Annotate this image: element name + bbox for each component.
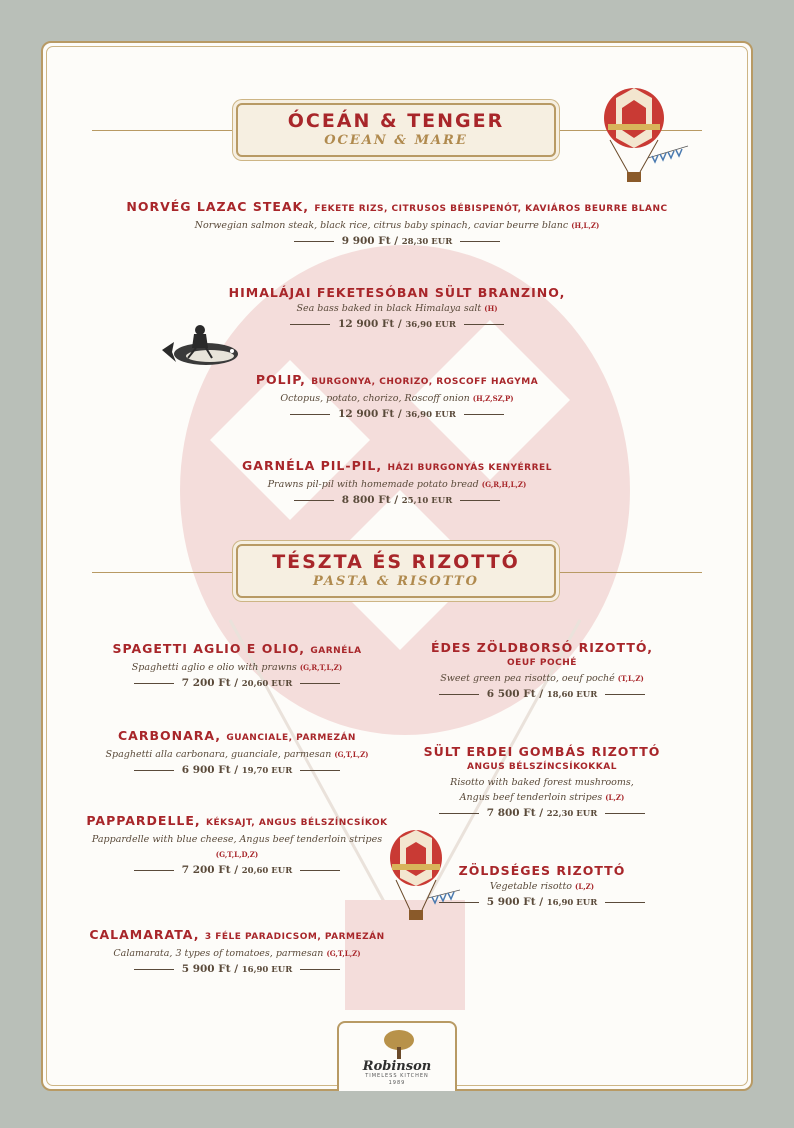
menu-item [100,371,694,420]
section-subtitle: PASTA & RISOTTO [313,574,479,589]
dish-description: Spaghetti aglio e olio with prawns [131,662,297,673]
restaurant-logo [337,1021,457,1091]
menu-item [82,727,392,776]
dish-name: GARNÉLA PIL-PIL, [242,458,383,473]
section-title: TÉSZTA ÉS RIZOTTÓ [272,551,520,573]
dish-description: Calamarata, 3 types of tomatoes, parmesan [113,948,324,959]
section-header-pasta [236,544,556,598]
price-huf: 5 900 Ft / [181,963,239,975]
price-huf: 5 900 Ft / [486,896,544,908]
menu-item [100,198,694,247]
allergen-codes: (G,T,L,Z) [326,949,361,958]
hot-air-balloon-illustration [600,88,690,188]
allergen-codes: (H,L,Z) [571,221,600,230]
dish-name: HIMALÁJAI FEKETESÓBAN SÜLT BRANZINO, [228,285,566,300]
section-header-ocean [236,103,556,157]
dish-description: Risotto with baked forest mushrooms, [450,777,634,788]
dish-name: SPAGETTI AGLIO E OLIO, [112,641,306,656]
dish-garnish: HÁZI BURGONYÁS KENYÉRREL [387,463,552,473]
logo-name: Robinson [362,1059,432,1074]
dish-name: PAPPARDELLE, [86,813,201,828]
dish-description: Pappardelle with blue cheese, Angus beef tenderloin stripes [91,834,383,845]
menu-item [82,640,392,689]
price-huf: 7 800 Ft / [486,807,544,819]
logo-year: 1989 [388,1080,406,1086]
allergen-codes: (T,L,Z) [617,674,644,683]
price-huf: 6 500 Ft / [486,688,544,700]
allergen-codes: (G,T,L,D,Z) [215,850,259,859]
menu-item [412,743,672,819]
menu-item [82,812,392,876]
dish-name: NORVÉG LAZAC STEAK, [126,199,309,214]
price-eur: 16,90 EUR [546,898,598,908]
dish-garnish: OEUF POCHÉ [507,658,577,668]
price-huf: 9 900 Ft / [341,235,399,247]
section-title: ÓCEÁN & TENGER [287,110,505,132]
price-eur: 25,10 EUR [401,496,453,506]
dish-description: Spaghetti alla carbonara, guanciale, parmesan [105,749,332,760]
allergen-codes: (G,R,T,L,Z) [299,663,343,672]
tree-icon [383,1029,415,1061]
section-subtitle: OCEAN & MARE [324,133,468,148]
dish-name: CARBONARA, [118,728,222,743]
dish-garnish: KÉKSAJT, ANGUS BÉLSZÍNCSÍKOK [206,818,388,828]
dish-garnish: GARNÉLA [310,646,362,656]
dish-description: Octopus, potato, chorizo, Roscoff onion [280,393,470,404]
allergen-codes: (H) [484,304,498,313]
dish-name: SÜLT ERDEI GOMBÁS RIZOTTÓ [423,744,661,759]
price-eur: 36,90 EUR [405,410,456,420]
menu-item [412,639,672,700]
dish-name: CALAMARATA, [89,927,200,942]
dish-description: Prawns pil-pil with homemade potato bread [267,479,479,490]
price-huf: 12 900 Ft / [338,408,402,420]
dish-garnish: FEKETE RIZS, CITRUSOS BÉBISPENÓT, KAVIÁROS BEURRE BLANC [314,204,668,214]
price-huf: 6 900 Ft / [181,764,239,776]
allergen-codes: (G,T,L,Z) [334,750,369,759]
dish-name: POLIP, [255,372,306,387]
allergen-codes: (G,R,H,L,Z) [481,480,527,489]
allergen-codes: (L,Z) [605,793,625,802]
dish-description: Norwegian salmon steak, black rice, citrus baby spinach, caviar beurre blanc [194,220,569,231]
menu-item [82,926,392,975]
price-eur: 20,60 EUR [241,679,293,689]
price-eur: 16,90 EUR [241,965,293,975]
dish-garnish: BURGONYA, CHORIZO, ROSCOFF HAGYMA [311,377,539,387]
price-eur: 18,60 EUR [546,690,598,700]
price-huf: 12 900 Ft / [338,318,402,330]
dish-name: ZÖLDSÉGES RIZOTTÓ [458,863,626,878]
dish-description: Sea bass baked in black Himalaya salt [296,303,482,314]
allergen-codes: (L,Z) [575,882,595,891]
dish-garnish: 3 FÉLE PARADICSOM, PARMEZÁN [204,932,385,942]
dish-description: Sweet green pea risotto, oeuf poché [440,673,615,684]
dish-name: ÉDES ZÖLDBORSÓ RIZOTTÓ, [430,640,653,655]
price-eur: 19,70 EUR [241,766,293,776]
allergen-codes: (H,Z,SZ,P) [472,394,514,403]
price-huf: 7 200 Ft / [181,864,239,876]
price-eur: 20,60 EUR [241,866,293,876]
menu-item [100,457,694,506]
dish-description-line2: Angus beef tenderloin stripes [459,792,603,803]
price-eur: 22,30 EUR [546,809,598,819]
fish-rider-illustration [160,322,244,374]
dish-description: Vegetable risotto [489,881,572,892]
price-eur: 28,30 EUR [401,237,453,247]
price-huf: 8 800 Ft / [341,494,399,506]
menu-item [412,862,672,908]
price-eur: 36,90 EUR [405,320,456,330]
dish-garnish: GUANCIALE, PARMEZÁN [226,733,356,743]
dish-garnish: ANGUS BÉLSZÍNCSÍKOKKAL [467,762,617,772]
price-huf: 7 200 Ft / [181,677,239,689]
logo-tagline: TIMELESS KITCHEN [365,1073,429,1079]
